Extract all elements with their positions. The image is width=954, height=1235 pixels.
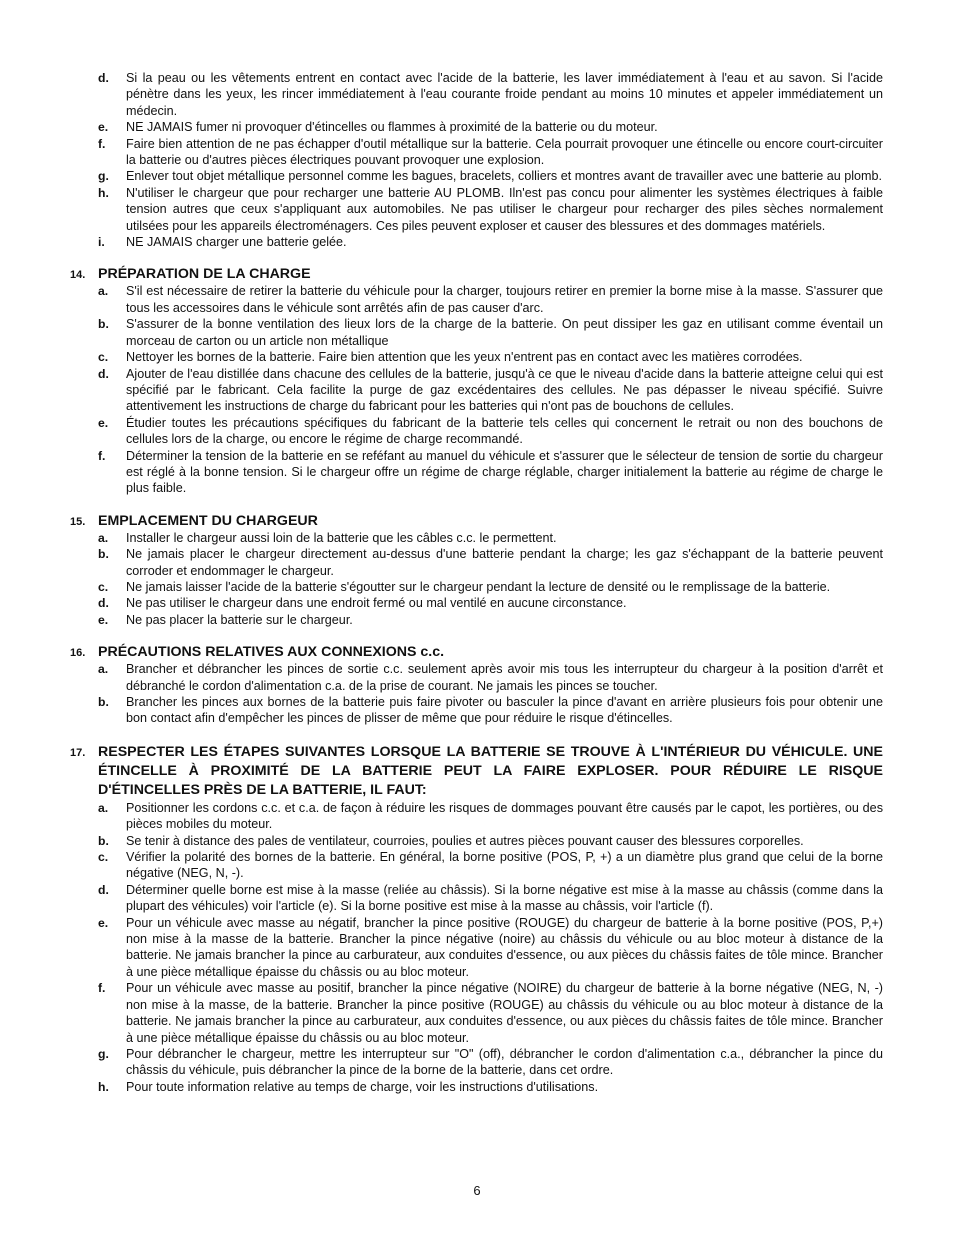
item-letter: h. bbox=[98, 185, 109, 200]
item-letter: b. bbox=[98, 833, 109, 848]
section-number: 15. bbox=[70, 515, 86, 528]
list-item bbox=[70, 234, 883, 250]
list-item bbox=[70, 595, 883, 611]
list-item bbox=[70, 349, 883, 365]
item-letter: e. bbox=[98, 612, 109, 627]
list-item bbox=[70, 546, 883, 579]
section-16 bbox=[70, 644, 883, 727]
list-item bbox=[70, 661, 883, 694]
section-heading bbox=[70, 513, 883, 530]
section-title: PRÉCAUTIONS RELATIVES AUX CONNEXIONS c.c. bbox=[98, 644, 445, 661]
item-letter: b. bbox=[98, 547, 109, 562]
item-letter: g. bbox=[98, 169, 109, 184]
item-text: Ajouter de l'eau distillée dans chacune des cellules de la batterie, jusqu'à ce que le niveau d'acide dans la batterie atteigne celui qui est spécifié par le fabricant. Cela facilite la purge de gaz excédentaires des cellules. Ne pas dépasser le niveau spécifié. Suivre attentivement les instructions de charge du fabricant pour les batteries qui n'ont pas de bouchons de cellules. bbox=[126, 366, 883, 414]
item-text: NE JAMAIS charger une batterie gelée. bbox=[126, 235, 347, 250]
item-letter: f. bbox=[98, 448, 106, 463]
item-text: Ne jamais placer le chargeur directement au-dessus d'une batterie pendant la charge; les gaz s'échappant de la batterie peuvent corroder et endommager le chargeur. bbox=[126, 547, 883, 578]
section-title: PRÉPARATION DE LA CHARGE bbox=[98, 266, 311, 283]
item-text: NE JAMAIS fumer ni provoquer d'étincelles ou flammes à proximité de la batterie ou du moteur. bbox=[126, 120, 658, 135]
item-text: Nettoyer les bornes de la batterie. Faire bien attention que les yeux n'entrent pas en contact avec les matières corrodées. bbox=[126, 350, 803, 365]
list-item bbox=[70, 185, 883, 234]
item-text: Déterminer la tension de la batterie en se reféfant au manuel du véhicule et s'assurer que le sélecteur de tension de sortie du chargeur est réglé à la bonne tension. Si le chargeur offre un régime de charge réglable, charger initialement la batterie au régime de charge le plus faible. bbox=[126, 448, 883, 496]
item-text: Faire bien attention de ne pas échapper d'outil métallique sur la batterie. Cela pourrait provoquer une étincelle ou encore court-circuiter la batterie ou d'autres pièces électriques pouvant provoquer une explosion. bbox=[126, 136, 883, 168]
item-letter: a. bbox=[98, 284, 109, 299]
list-item bbox=[70, 849, 883, 882]
list-item bbox=[70, 800, 883, 833]
item-text: N'utiliser le chargeur que pour recharger une batterie AU PLOMB. Iln'est pas concu pour alimenter les systèmes électriques à faible tension autres que ceux s'appliquant aux automobiles. Ne pas utiliser le chargeur pour recharger des piles sèches normalement utilsées pour les appareils électroménagers. Ces piles peuvent exploser et causer des blessures et des dommages matériels. bbox=[126, 185, 883, 233]
intro-list bbox=[70, 70, 883, 250]
item-text: S'il est nécessaire de retirer la batterie du véhicule pour la charger, toujours retirer en premier la borne mise à la masse. S'assurer que tous les accessoires dans le véhicule sont arrêtés afin de pas causer d'arc. bbox=[126, 284, 883, 315]
list-item bbox=[70, 980, 883, 1046]
item-text: Pour un véhicule avec masse au négatif, brancher la pince positive (ROUGE) du chargeur de batterie à la borne positive (POS, P,+) non mise à la masse de la batterie. Brancher la pince négative (noire) au châssis du véhicule ou au bloc moteur à distance de la batterie. Ne jamais brancher la pince au carburateur, aux conduites d'essence, ou aux pièces du châssis faites de tôle mince. Brancher à une pièce métallique épaisse du châssis ou au bloc moteur. bbox=[126, 915, 883, 979]
list-item bbox=[70, 882, 883, 915]
list-item bbox=[70, 530, 883, 546]
list-item bbox=[70, 316, 883, 349]
section-heading bbox=[70, 743, 883, 800]
item-letter: a. bbox=[98, 530, 109, 545]
item-letter: d. bbox=[98, 596, 109, 611]
item-text: Installer le chargeur aussi loin de la batterie que les câbles c.c. le permettent. bbox=[126, 530, 557, 545]
item-letter: b. bbox=[98, 695, 109, 709]
section-title: RESPECTER LES ÉTAPES SUIVANTES LORSQUE LA BATTERIE SE TROUVE À L'INTÉRIEUR DU VÉHICULE. UNE ÉTINCELLE À PROXIMITÉ DE LA BATTERIE PEUT LA FAIRE EXPLOSER. POUR RÉDUIRE LE RISQUE D'ÉTINCELLES PRÈS DE LA BATTERIE, IL FAUT: bbox=[98, 743, 883, 798]
list-item bbox=[70, 448, 883, 497]
list-item bbox=[70, 694, 883, 727]
section-heading bbox=[70, 266, 883, 283]
item-text: Étudier toutes les précautions spécifiques du fabricant de la batterie tels celles qui concernent le retrait ou non des bouchons de cellules lors de la charge, ou encore le régime de charge recommandé. bbox=[126, 415, 883, 447]
section-15 bbox=[70, 513, 883, 628]
item-letter: c. bbox=[98, 579, 109, 594]
list-item bbox=[70, 119, 883, 135]
item-letter: d. bbox=[98, 882, 109, 897]
document-body bbox=[70, 70, 883, 1095]
item-text: Ne pas utiliser le chargeur dans une endroit fermé ou mal ventilé en aucune circonstance. bbox=[126, 596, 627, 611]
item-text: Se tenir à distance des pales de ventilateur, courroies, poulies et autres pièces pouvant causer des blessures corporelles. bbox=[126, 833, 804, 848]
item-text: Enlever tout objet métallique personnel comme les bagues, bracelets, colliers et montres avant de travailler avec une batterie au plomb. bbox=[126, 169, 883, 184]
list-item bbox=[70, 612, 883, 628]
list-item bbox=[70, 833, 883, 849]
item-letter: f. bbox=[98, 981, 106, 996]
item-text: Brancher les pinces aux bornes de la batterie puis faire pivoter ou basculer la pince d'avant en arrière plusieurs fois pour obtenir une bon contact afin d'empêcher les pinces de plisser de même que pour réduire le risque d'étincelles. bbox=[126, 695, 883, 726]
list-item bbox=[70, 1046, 883, 1079]
item-letter: a. bbox=[98, 662, 109, 677]
list-item bbox=[70, 415, 883, 448]
item-letter: e. bbox=[98, 915, 109, 930]
item-letter: b. bbox=[98, 317, 109, 332]
item-letter: h. bbox=[98, 1079, 109, 1094]
item-text: Vérifier la polarité des bornes de la batterie. En général, la borne positive (POS, P, +) a un diamètre plus grand que celui de la borne négative (NEG, N, -). bbox=[126, 850, 883, 881]
item-text: S'assurer de la bonne ventilation des lieux lors de la charge de la batterie. On peut dissiper les gaz en utilisant comme éventail un morceau de carton ou un article non métallique bbox=[126, 317, 883, 348]
list-item bbox=[70, 168, 883, 184]
section-17 bbox=[70, 743, 883, 1095]
section-heading bbox=[70, 644, 883, 661]
item-letter: a. bbox=[98, 800, 109, 815]
item-text: Positionner les cordons c.c. et c.a. de façon à réduire les risques de dommages pouvant être causés par le capot, les portières, ou des pièces mobiles du moteur. bbox=[126, 800, 883, 832]
list-item bbox=[70, 70, 883, 119]
section-number: 16. bbox=[70, 647, 86, 660]
item-letter: d. bbox=[98, 366, 109, 381]
section-number: 14. bbox=[70, 269, 86, 282]
list-item bbox=[70, 283, 883, 316]
item-letter: c. bbox=[98, 350, 109, 365]
item-text: Pour un véhicule avec masse au positif, brancher la pince négative (NOIRE) du chargeur de batterie à la borne négative (NEG, N, -) non mise à la masse, de la batterie. Brancher la pince positive (ROUGE) au châssis du véhicule ou au bloc moteur à distance de la batterie. Ne jamais brancher la pince au carburateur, aux conduites d'essence, ou aux pièces du châssis faites de tôle mince. Brancher à une pièce métallique épaisse du châssis ou au bloc moteur. bbox=[126, 981, 883, 1045]
section-number: 17. bbox=[70, 746, 86, 759]
item-letter: c. bbox=[98, 850, 109, 865]
list-item bbox=[70, 1079, 883, 1095]
list-item bbox=[70, 915, 883, 981]
item-text: Ne jamais laisser l'acide de la batterie s'égoutter sur le chargeur pendant la lecture de densité ou le remplissage de la batterie. bbox=[126, 579, 831, 594]
section-14 bbox=[70, 266, 883, 496]
item-text: Pour débrancher le chargeur, mettre les interrupteur sur "O" (off), débrancher le cordon d'alimentation c.a., débrancher la pince du châssis du véhicule, puis débrancher la pince de la borne de la batterie, dans cet ordre. bbox=[126, 1046, 883, 1078]
section-title: EMPLACEMENT DU CHARGEUR bbox=[98, 512, 318, 529]
item-text: Ne pas placer la batterie sur le chargeur. bbox=[126, 612, 353, 627]
list-item bbox=[70, 579, 883, 595]
item-letter: e. bbox=[98, 120, 109, 135]
item-text: Si la peau ou les vêtements entrent en contact avec l'acide de la batterie, les laver immédiatement à l'eau et au savon. Si l'acide pénètre dans les yeux, les rincer immédiatement à l'eau courante froide pendant au moins 10 minutes et appeler immédiatement un médecin. bbox=[126, 71, 883, 118]
item-text: Déterminer quelle borne est mise à la masse (reliée au châssis). Si la borne négative est mise à la masse au châssis (comme dans la plupart des véhicules) voir l'article (e). Si la borne positive est mise à la masse au châssis, voir l'article (f). bbox=[126, 882, 883, 914]
page-number: 6 bbox=[473, 1183, 481, 1198]
item-letter: g. bbox=[98, 1046, 109, 1061]
list-item bbox=[70, 366, 883, 415]
item-letter: e. bbox=[98, 415, 109, 430]
item-letter: f. bbox=[98, 136, 106, 151]
item-letter: d. bbox=[98, 71, 109, 85]
list-item bbox=[70, 136, 883, 169]
item-text: Pour toute information relative au temps de charge, voir les instructions d'utilisations. bbox=[126, 1079, 599, 1094]
item-text: Brancher et débrancher les pinces de sortie c.c. seulement après avoir mis tous les interrupteur du chargeur à la position d'arrêt et débranché le cordon d'alimentation c.a. de la prise de courant. Ne jamais les pinces se toucher. bbox=[126, 662, 883, 693]
item-letter: i. bbox=[98, 235, 105, 250]
